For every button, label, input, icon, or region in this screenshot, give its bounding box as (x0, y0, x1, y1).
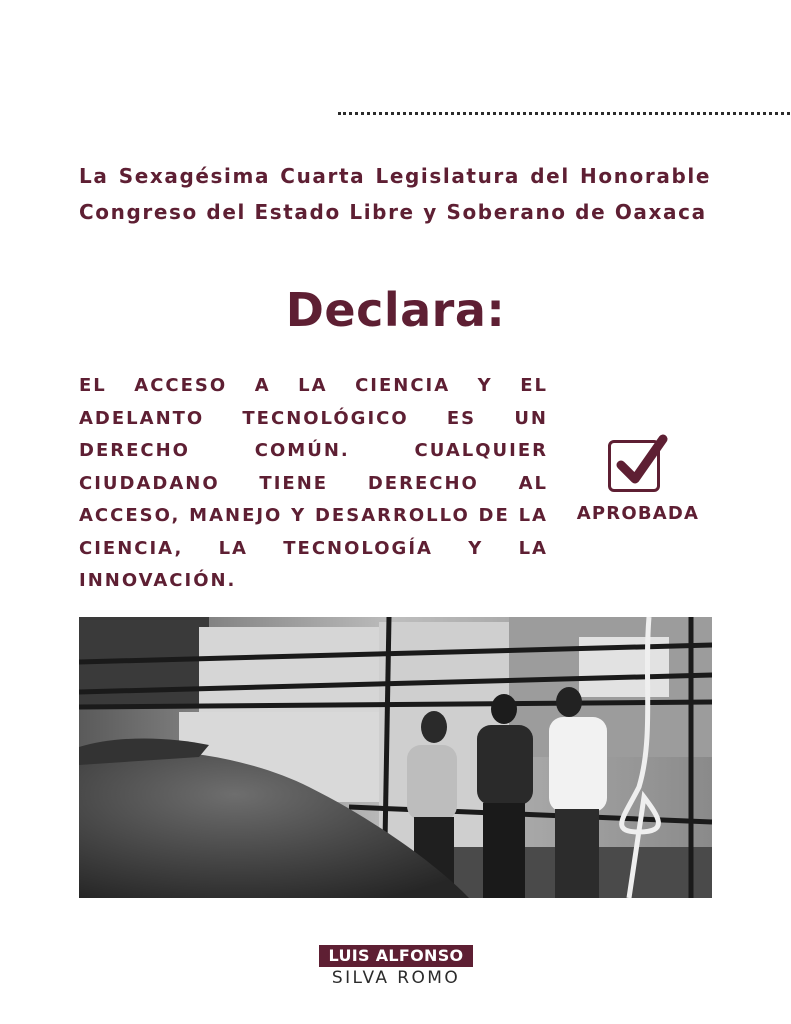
checkmark-icon (615, 433, 675, 493)
declaration-paragraph: EL ACCESO A LA CIENCIA Y EL ADELANTO TECNOLÓGICO ES UN DERECHO COMÚN. CUALQUIER CIUDADANO TIENE DERECHO AL ACCESO, MANEJO Y DESARROLLO DE LA CIENCIA, LA TECNOLOGÍA Y LA INNOVACIÓN. (79, 375, 548, 591)
intro-paragraph: La Sexagésima Cuarta Legislatura del Honorable Congreso del Estado Libre y Soberano de Oaxaca (79, 164, 711, 224)
page-heading: Declara: (285, 283, 506, 337)
approved-status-label: APROBADA (576, 503, 700, 524)
brand-name-first: LUIS ALFONSO (319, 945, 473, 967)
brand-name-second: SILVA ROMO (331, 968, 461, 988)
dotted-divider (338, 112, 790, 115)
photo-workshop (79, 617, 712, 898)
